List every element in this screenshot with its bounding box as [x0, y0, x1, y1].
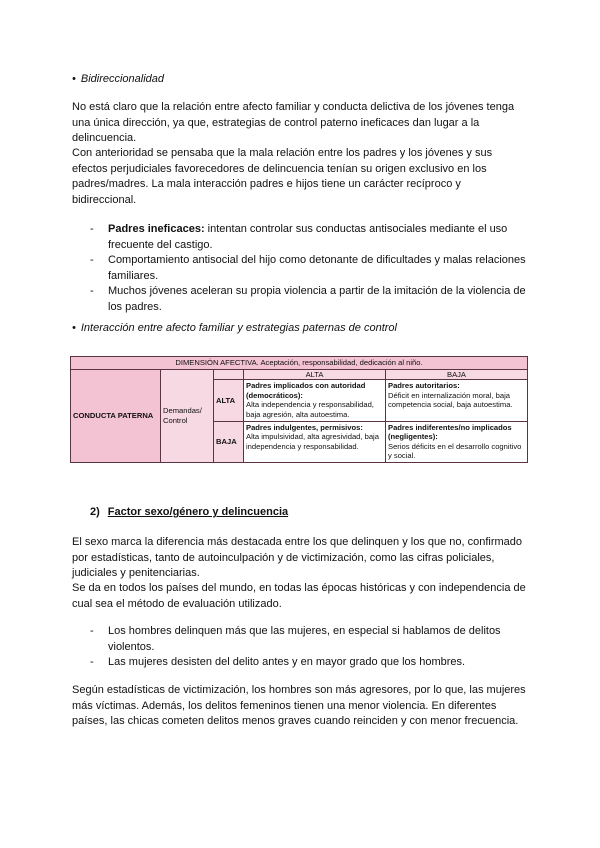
row-baja-label: BAJA — [214, 421, 244, 462]
col-alta: ALTA — [244, 370, 386, 380]
list-item-text: intentan controlar sus conductas antisociales mediante el uso frecuente del castigo. — [108, 223, 508, 251]
column-headers — [244, 369, 528, 380]
bidir-list — [90, 222, 530, 315]
list-item-text: Comportamiento antisocial del hijo como detonante de dificultades y malas relaciones familiares. — [108, 254, 526, 282]
section-2-heading — [90, 506, 288, 518]
list-item — [90, 284, 530, 315]
bullet-icon: • — [72, 73, 76, 85]
section-title: Factor sexo/género y delincuencia — [107, 506, 289, 518]
list-item-bold: Padres ineficaces: — [108, 223, 205, 235]
table-header: DIMENSIÓN AFECTIVA. Aceptación, responsabilidad, dedicación al niño. — [71, 357, 528, 370]
list-item — [90, 222, 530, 253]
cell-baja-baja — [386, 422, 527, 462]
list-item — [90, 624, 530, 655]
list-item-text: Los hombres delinquen más que las mujeres, en especial si hablamos de delitos violentos. — [108, 625, 501, 653]
list-item-text: Las mujeres desisten del delito antes y en mayor grado que los hombres. — [108, 656, 466, 668]
section-number: 2) — [90, 506, 100, 518]
cell-text: Alta impulsividad, alta agresividad, baja independencia y responsabilidad. — [246, 432, 379, 451]
section-2-paragraph-2: Se da en todos los países del mundo, en todas las épocas históricas y con independencia de cual sea el método de evaluación utilizado. — [72, 582, 526, 610]
list-dash: - — [90, 223, 94, 235]
cell-alta-baja — [386, 380, 527, 420]
cell-text: Alta independencia y responsabilidad, baja agresión, alta autoestima. — [246, 400, 374, 419]
section-2-paragraph-1: El sexo marca la diferencia más destacada entre los que delinquen y los que no, confirmado por estadísticas, tanto de autoinculpación y de victimización, como las cifras policiales, judiciales y penitenciarias. — [72, 536, 523, 579]
cell-alta-alta — [244, 380, 386, 420]
section-2-list — [90, 624, 530, 671]
cell-title: Padres autoritarios: — [388, 381, 460, 391]
cell-title: Padres indulgentes, permisivos: — [246, 422, 363, 432]
bidir-paragraph-2: Con anterioridad se pensaba que la mala relación entre los padres y los jóvenes y sus efectos perjudiciales favorecedores de delincuencia tenían su origen exclusivo en los padres/madres. La mala interacción padres e hijos tiene un carácter recíproco y bidireccional. — [72, 147, 493, 206]
col-baja: BAJA — [447, 369, 466, 379]
list-dash: - — [90, 625, 94, 637]
list-item-text: Muchos jóvenes aceleran su propia violencia a partir de la imitación de la violencia de los padres. — [108, 285, 526, 313]
cell-text: Serios déficits en el desarrollo cognitivo y social. — [388, 441, 522, 461]
section-2-paragraph-3: Según estadísticas de victimización, los hombres son más agresores, por lo que, las mujeres más víctimas. Además, los delitos femeninos tienen una menor violencia. En diferentes países, las chicas cometen delitos menos graves cuando reinciden y con menor frecuencia. — [72, 684, 526, 727]
cell-title: Padres implicados con autoridad (democráticos): — [246, 381, 366, 400]
interaccion-heading — [72, 321, 397, 337]
row-sublabel: Demandas/ Control — [161, 369, 214, 462]
row-alta-cells — [244, 380, 528, 421]
bidir-heading — [72, 72, 164, 88]
interaccion-title: Interacción entre afecto familiar y estrategias paternas de control — [80, 322, 397, 334]
row-label: CONDUCTA PATERNA — [71, 369, 161, 462]
bullet-icon: • — [72, 322, 76, 334]
list-item — [90, 655, 530, 671]
list-dash: - — [90, 254, 94, 266]
bidir-paragraph-1: No está claro que la relación entre afecto familiar y conducta delictiva de los jóvenes tenga una única dirección, ya que, estrategias de control paterno ineficaces dan lugar a la delincuencia. — [72, 101, 515, 144]
parenting-styles-table — [70, 356, 528, 463]
row-alta-label: ALTA — [214, 380, 244, 421]
list-item — [90, 253, 530, 284]
cell-title: Padres indiferentes/no implicados (negligentes): — [388, 422, 512, 442]
row-baja-cells — [244, 421, 528, 462]
table-corner — [214, 369, 244, 380]
bidir-title: Bidireccionalidad — [80, 73, 165, 85]
list-dash: - — [90, 285, 94, 297]
cell-baja-alta — [244, 422, 386, 462]
cell-text: Déficit en internalización moral, baja competencia social, baja autoestima. — [388, 390, 513, 410]
list-dash: - — [90, 656, 94, 668]
